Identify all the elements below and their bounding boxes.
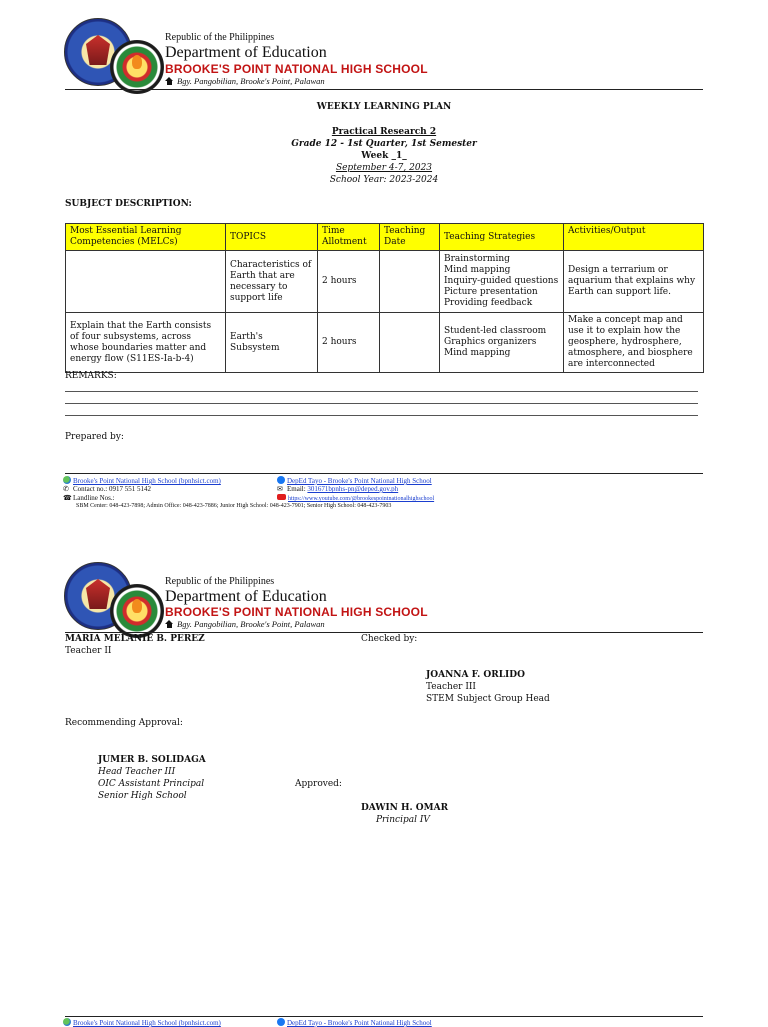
checked-name: JOANNA F. ORLIDO bbox=[426, 670, 525, 680]
facebook-icon bbox=[277, 476, 285, 484]
checked-title: Teacher III bbox=[426, 682, 476, 692]
plan-grade-quarter: Grade 12 - 1st Quarter, 1st Semester bbox=[291, 139, 477, 149]
header-address-text: Bgy. Pangobilian, Brooke's Point, Palawan bbox=[177, 76, 325, 86]
home-icon bbox=[165, 620, 174, 628]
header-department: Department of Education bbox=[165, 44, 327, 61]
footer-facebook bbox=[277, 1018, 432, 1027]
footer-contact bbox=[63, 485, 151, 493]
recommending-title: OIC Assistant Principal bbox=[98, 779, 205, 789]
checked-by-label: Checked by: bbox=[361, 634, 418, 644]
column-header: Most Essential Learning Competencies (MELCs) bbox=[66, 224, 226, 251]
activities-cell: Design a terrarium or aquarium that explains why Earth can support life. bbox=[564, 251, 704, 313]
header-department: Department of Education bbox=[165, 588, 327, 605]
remarks-line bbox=[65, 403, 698, 404]
header-address bbox=[165, 619, 325, 629]
table-header-row bbox=[66, 224, 704, 251]
footer-rule bbox=[65, 473, 703, 474]
plan-school-year: School Year: 2023-2024 bbox=[329, 175, 439, 185]
header-rule bbox=[65, 632, 703, 633]
date-cell bbox=[380, 313, 440, 373]
remarks-line bbox=[65, 415, 698, 416]
plan-week: Week _1_ bbox=[361, 151, 407, 161]
facebook-link[interactable]: DepEd Tayo - Brooke's Point National High School bbox=[287, 1019, 432, 1027]
contact-text: Contact no.: 0917 551 5142 bbox=[73, 485, 151, 493]
column-header: Teaching Date bbox=[380, 224, 440, 251]
phone-icon: ✆ bbox=[63, 485, 69, 493]
melc-cell: Explain that the Earth consists of four subsystems, across whose boundaries matter and energy flow (S11ES-Ia-b-4) bbox=[66, 313, 226, 373]
column-header: TOPICS bbox=[226, 224, 318, 251]
footer-rule bbox=[65, 1016, 703, 1017]
prepared-title: Teacher II bbox=[65, 646, 112, 656]
prepared-by-label: Prepared by: bbox=[65, 432, 124, 442]
globe-icon bbox=[63, 476, 71, 484]
header-school-name: BROOKE'S POINT NATIONAL HIGH SCHOOL bbox=[165, 605, 428, 619]
prepared-name: MARIA MELANIE B. PEREZ bbox=[65, 634, 205, 644]
header-school-name: BROOKE'S POINT NATIONAL HIGH SCHOOL bbox=[165, 62, 428, 76]
column-header: Teaching Strategies bbox=[440, 224, 564, 251]
date-cell bbox=[380, 251, 440, 313]
email-label: Email: bbox=[287, 485, 308, 493]
column-header: Time Allotment bbox=[318, 224, 380, 251]
header-address-text: Bgy. Pangobilian, Brooke's Point, Palawan bbox=[177, 619, 325, 629]
plan-title: WEEKLY LEARNING PLAN bbox=[316, 102, 452, 112]
remarks-label: REMARKS: bbox=[65, 371, 117, 381]
footer-youtube bbox=[277, 494, 434, 502]
approved-name: DAWIN H. OMAR bbox=[361, 803, 449, 813]
footer-website bbox=[63, 476, 221, 485]
checked-title: STEM Subject Group Head bbox=[426, 694, 550, 704]
recommending-name: JUMER B. SOLIDAGA bbox=[98, 755, 206, 765]
approved-title: Principal IV bbox=[376, 815, 430, 825]
header-address bbox=[165, 76, 325, 86]
landline-text: Landline Nos.: bbox=[73, 494, 115, 502]
footer-landline bbox=[63, 494, 115, 502]
activities-cell: Make a concept map and use it to explain how the geosphere, hydrosphere, atmosphere, and biosphere are interconnected bbox=[564, 313, 704, 373]
facebook-icon bbox=[277, 1018, 285, 1026]
footer-email bbox=[277, 485, 398, 493]
remarks-line bbox=[65, 391, 698, 392]
column-header: Activities/Output bbox=[564, 224, 704, 251]
strategies-cell: Student-led classroom Graphics organizers Mind mapping bbox=[440, 313, 564, 373]
facebook-link[interactable]: DepEd Tayo - Brooke's Point National High School bbox=[287, 477, 432, 485]
home-icon bbox=[165, 77, 174, 85]
recommending-label: Recommending Approval: bbox=[65, 718, 183, 728]
youtube-icon bbox=[277, 494, 286, 500]
approved-label: Approved: bbox=[295, 779, 342, 789]
subject-description-label: SUBJECT DESCRIPTION: bbox=[65, 199, 192, 209]
recommending-title: Senior High School bbox=[98, 791, 187, 801]
youtube-link[interactable]: https://www.youtube.com/@brookespointnationalhighschool bbox=[288, 496, 435, 502]
time-cell: 2 hours bbox=[318, 313, 380, 373]
table-row bbox=[66, 251, 704, 313]
table-row bbox=[66, 313, 704, 373]
email-link[interactable]: 301671bpnhs-pn@deped.gov.ph bbox=[307, 485, 399, 493]
school-seal-logo bbox=[110, 40, 164, 94]
footer-numbers: SBM Center: 048-423-7898; Admin Office: 048-423-7886; Junior High School: 048-423-7901; Senior High School: 048-423-7903 bbox=[76, 503, 392, 509]
globe-icon bbox=[63, 1018, 71, 1026]
learning-plan-table bbox=[65, 223, 704, 373]
melc-cell bbox=[66, 251, 226, 313]
recommending-title: Head Teacher III bbox=[98, 767, 176, 777]
website-link[interactable]: Brooke's Point National High School (bpnhsict.com) bbox=[73, 477, 221, 485]
plan-subject: Practical Research 2 bbox=[331, 127, 437, 137]
header-republic: Republic of the Philippines bbox=[165, 32, 275, 43]
topic-cell: Characteristics of Earth that are necessary to support life bbox=[226, 251, 318, 313]
footer-website bbox=[63, 1018, 221, 1027]
email-icon: ✉ bbox=[277, 485, 283, 493]
school-seal-logo bbox=[110, 584, 164, 638]
header-republic: Republic of the Philippines bbox=[165, 576, 275, 587]
website-link[interactable]: Brooke's Point National High School (bpnhsict.com) bbox=[73, 1019, 221, 1027]
footer-facebook bbox=[277, 476, 432, 485]
time-cell: 2 hours bbox=[318, 251, 380, 313]
telephone-icon: ☎ bbox=[63, 494, 72, 502]
strategies-cell: Brainstorming Mind mapping Inquiry-guided questions Picture presentation Providing feedback bbox=[440, 251, 564, 313]
header-rule bbox=[65, 89, 703, 90]
topic-cell: Earth's Subsystem bbox=[226, 313, 318, 373]
plan-dates: September 4-7, 2023 bbox=[335, 163, 433, 173]
